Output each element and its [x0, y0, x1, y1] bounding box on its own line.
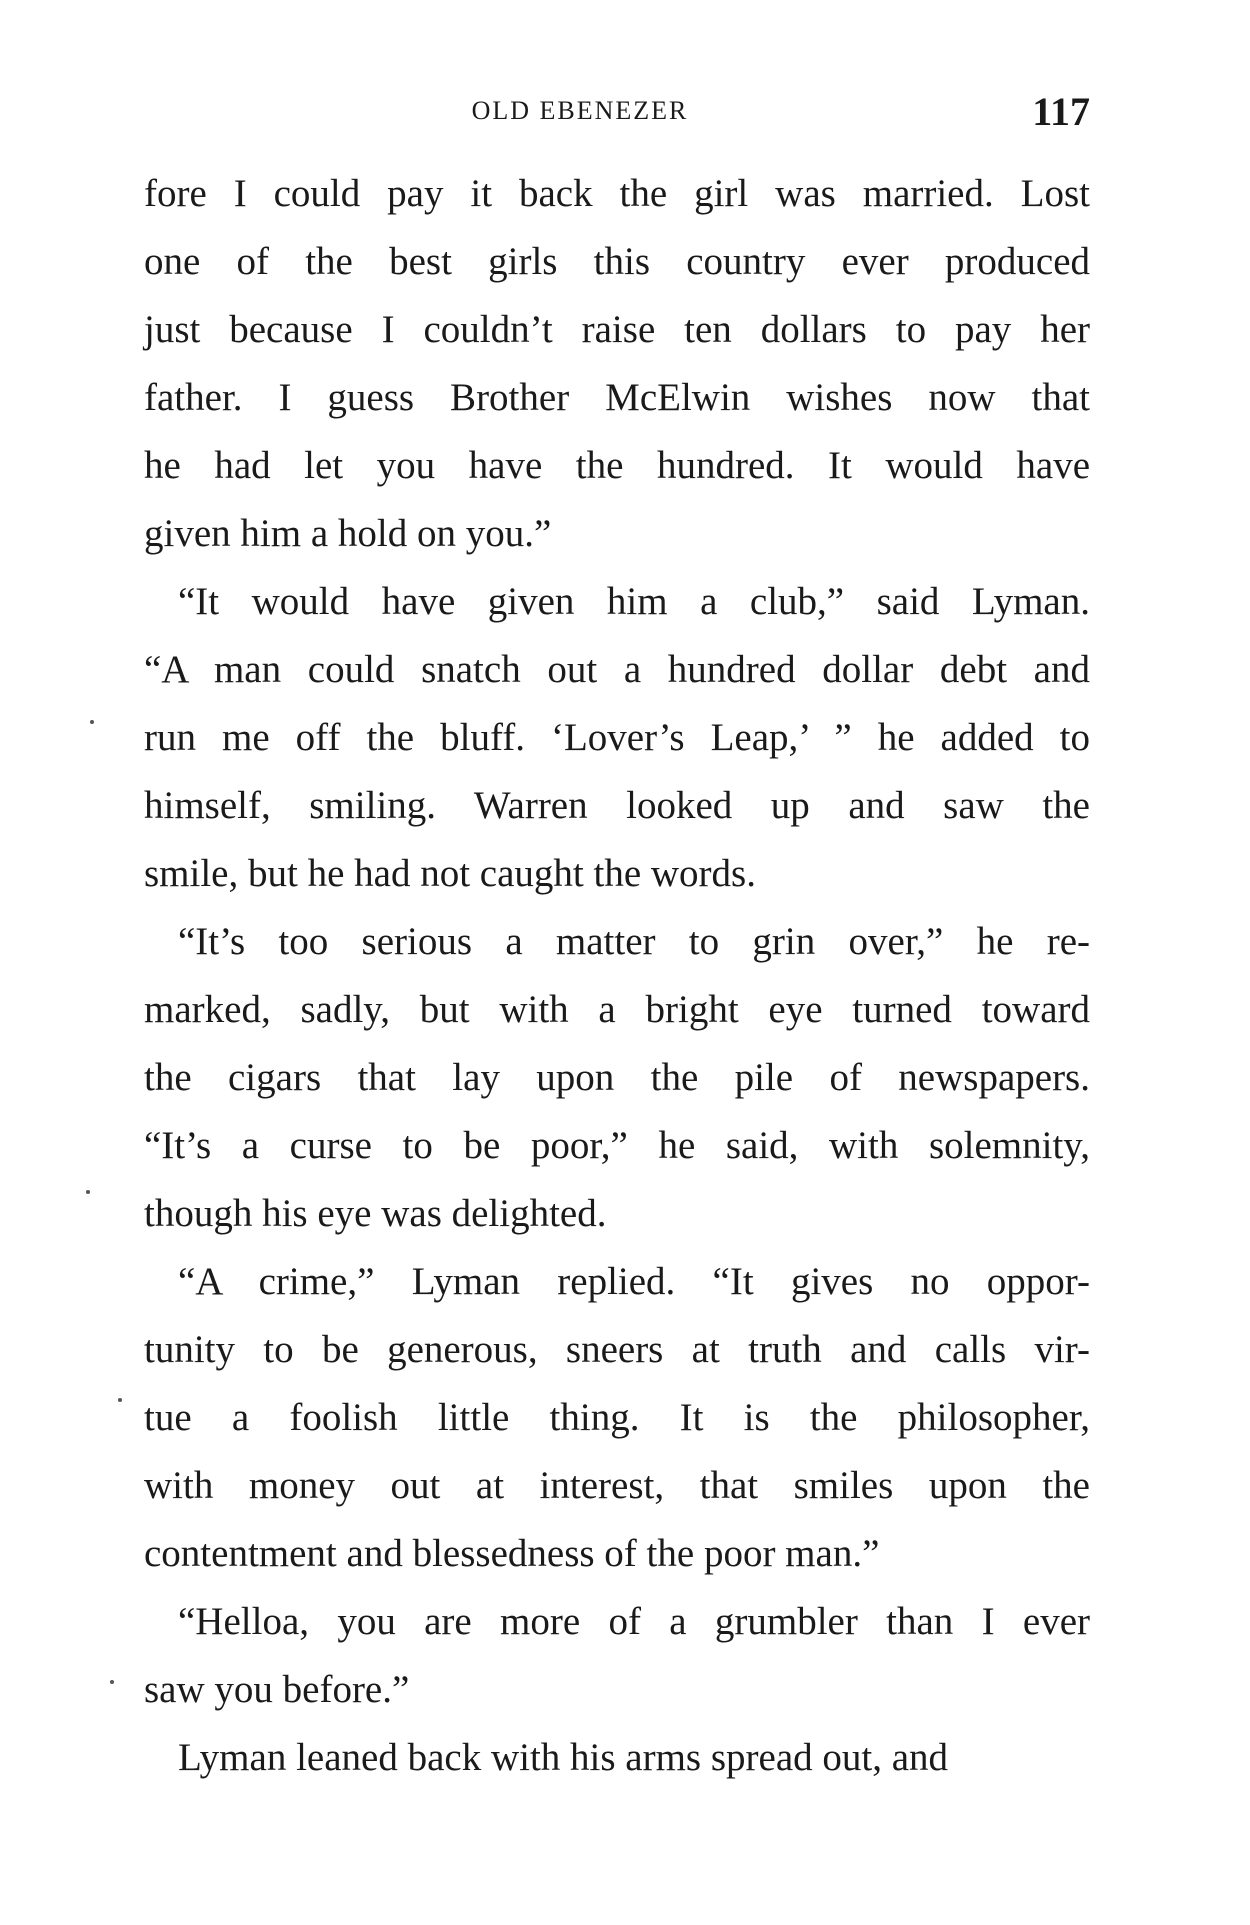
text-line: himself, smiling. Warren looked up and saw the — [144, 784, 1090, 827]
text-line: “A man could snatch out a hundred dollar debt and — [144, 648, 1090, 691]
print-speck — [110, 1680, 114, 1684]
text-line: one of the best girls this country ever produced — [144, 240, 1090, 283]
running-head — [140, 89, 1090, 134]
print-speck — [90, 720, 94, 724]
text-line: given him a hold on you.” — [144, 512, 552, 555]
text-line: “It’s a curse to be poor,” he said, with solemnity, — [144, 1124, 1090, 1167]
text-line: just because I couldn’t raise ten dollars to pay her — [144, 308, 1090, 351]
body-text — [144, 160, 1090, 1792]
text-line: smile, but he had not caught the words. — [144, 852, 756, 895]
text-line: fore I could pay it back the girl was married. Lost — [144, 172, 1090, 215]
text-line: “A crime,” Lyman replied. “It gives no oppor- — [178, 1260, 1090, 1303]
text-line: saw you before.” — [144, 1668, 410, 1711]
text-line: tunity to be generous, sneers at truth and calls vir- — [144, 1328, 1090, 1371]
print-speck — [118, 1398, 122, 1402]
text-line: he had let you have the hundred. It would have — [144, 444, 1090, 487]
text-line: run me off the bluff. ‘Lover’s Leap,’ ” he added to — [144, 716, 1090, 759]
text-line: marked, sadly, but with a bright eye turned toward — [144, 988, 1090, 1031]
text-line: “It’s too serious a matter to grin over,” he re- — [178, 920, 1090, 963]
text-line: Lyman leaned back with his arms spread out, and — [178, 1736, 949, 1779]
text-line: “It would have given him a club,” said Lyman. — [178, 580, 1090, 623]
text-line: contentment and blessedness of the poor man.” — [144, 1532, 880, 1575]
text-line: though his eye was delighted. — [144, 1192, 607, 1235]
text-line: with money out at interest, that smiles upon the — [144, 1464, 1090, 1507]
page-number: 117 — [1032, 89, 1090, 134]
text-line: tue a foolish little thing. It is the philosopher, — [144, 1396, 1090, 1439]
print-speck — [86, 1190, 90, 1194]
text-line: “Helloa, you are more of a grumbler than I ever — [178, 1600, 1090, 1643]
text-line: the cigars that lay upon the pile of newspapers. — [144, 1056, 1090, 1099]
running-title: OLD EBENEZER — [471, 96, 689, 125]
text-line: father. I guess Brother McElwin wishes now that — [144, 376, 1090, 419]
